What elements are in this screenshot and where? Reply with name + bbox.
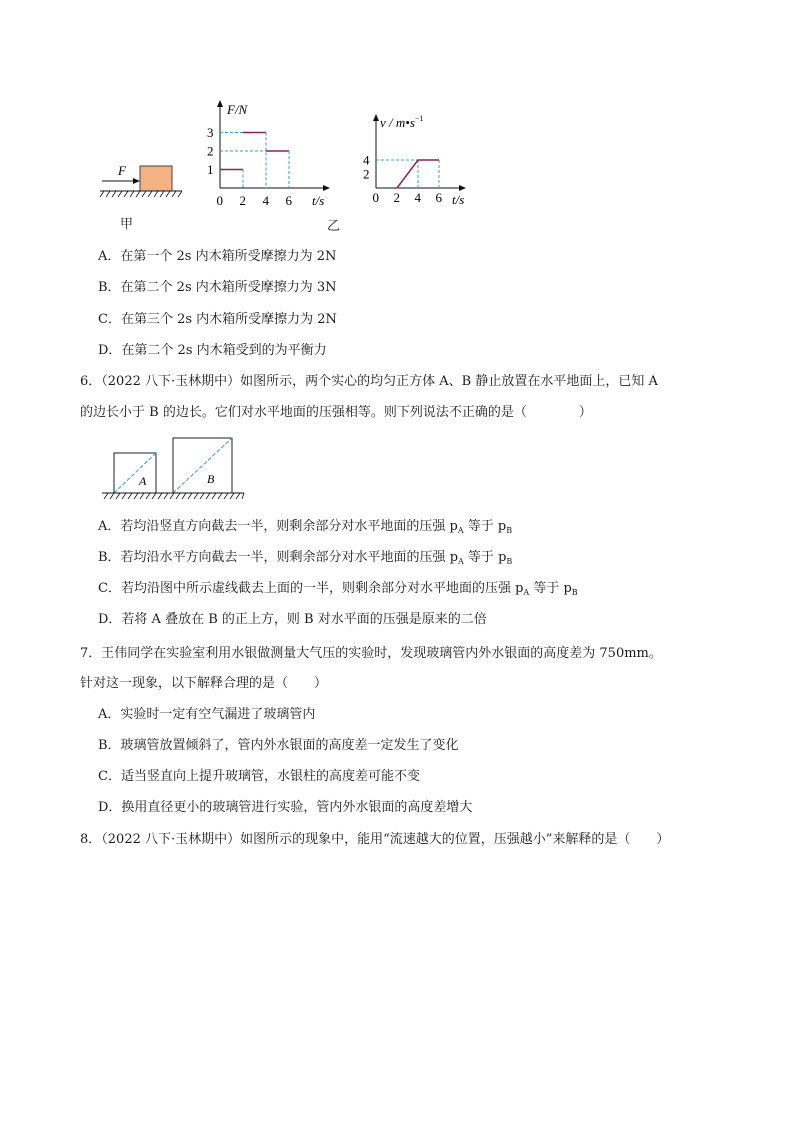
wooden-box xyxy=(140,166,172,191)
q7-option-a: A．实验时一定有空气漏进了玻璃管内 xyxy=(98,707,316,722)
force-time-graph xyxy=(200,96,340,212)
vt-x-axis-label: t/s xyxy=(452,192,465,207)
ft-x-arrow xyxy=(323,185,330,191)
q7-stem-line2: 针对这一现象，以下解释合理的是（ ） xyxy=(80,676,328,691)
vt-x-arrow xyxy=(459,185,466,191)
q8-stem-line1: 8．（2022 八下·玉林期中）如图所示的现象中，能用“流速越大的位置，压强越小”来解释的是（ ） xyxy=(80,832,670,847)
figure-cubes xyxy=(100,408,250,506)
velocity-time-graph xyxy=(360,108,480,208)
ft-x-tick-4: 4 xyxy=(262,193,269,208)
ft-y-axis-label: F/N xyxy=(227,102,248,117)
q6-option-b: B．若均沿水平方向截去一半，则剩余部分对水平地面的压强 $p_A$ 等于 $p_B$ xyxy=(98,550,513,566)
vt-x-tick-0: 0 xyxy=(372,190,379,205)
force-label: F xyxy=(118,163,126,178)
q6-option-c: C．若均沿图中所示虚线截去上面的一半，则剩余部分对水平地面的压强 $p_A$ 等于 $p_B$ xyxy=(98,581,578,597)
q6-option-a: A．若均沿竖直方向截去一半，则剩余部分对水平地面的压强 $p_A$ 等于 $p_B$ xyxy=(98,519,513,535)
q6-stem-line2: 的边长小于 B 的边长。它们对水平地面的压强相等。则下列说法不正确的是（ ） xyxy=(80,405,592,420)
ground-hatch xyxy=(100,191,182,197)
q7-option-c: C．适当竖直向上提升玻璃管，水银柱的高度差可能不变 xyxy=(98,769,420,784)
ft-x-tick-6: 6 xyxy=(285,193,292,208)
cube-a-label: A xyxy=(139,474,147,488)
q6-stem-line1: 6．（2022 八下·玉林期中）如图所示，两个实心的均匀正方体 A、B 静止放置在水平地面上，已知 A xyxy=(80,374,658,389)
q7-option-d: D．换用直径更小的玻璃管进行实验，管内外水银面的高度差增大 xyxy=(98,800,473,815)
vt-y-arrow xyxy=(373,114,379,121)
ft-y-tick-1: 1 xyxy=(207,162,214,177)
ft-y-tick-2: 2 xyxy=(207,143,214,159)
q5-option-a: A．在第一个 2s 内木箱所受摩擦力为 2N xyxy=(98,249,337,264)
ft-x-axis-label: t/s xyxy=(312,193,325,208)
q7-stem-line1: 7．王伟同学在实验室利用水银做测量大气压的实验时，发现玻璃管内外水银面的高度差为 750mm。 xyxy=(80,646,662,661)
vt-y-tick-4: 4 xyxy=(363,152,370,168)
vt-x-tick-6: 6 xyxy=(435,190,442,205)
figure-jia-box xyxy=(98,158,184,200)
q5-option-b: B．在第二个 2s 内木箱所受摩擦力为 3N xyxy=(98,280,337,295)
q6-option-d: D．若将 A 叠放在 B 的正上方，则 B 对水平面的压强是原来的二倍 xyxy=(98,612,487,627)
q7-option-b: B．玻璃管放置倾斜了，管内外水银面的高度差一定发生了变化 xyxy=(98,738,459,753)
figure-yi-label: 乙 xyxy=(327,219,341,234)
vt-x-tick-4: 4 xyxy=(414,190,421,205)
q5-option-c: C．在第三个 2s 内木箱所受摩擦力为 2N xyxy=(98,312,337,327)
figure-jia-label: 甲 xyxy=(120,217,134,232)
q5-option-d: D．在第二个 2s 内木箱受到的为平衡力 xyxy=(98,343,327,358)
vt-x-tick-2: 2 xyxy=(393,190,400,205)
force-arrowhead xyxy=(133,178,140,184)
ft-x-tick-2: 2 xyxy=(239,193,246,208)
vt-series-line xyxy=(397,160,439,188)
cube-ground-hatch xyxy=(104,493,244,499)
ft-y-arrow xyxy=(217,100,223,107)
vt-y-axis-label: v / $m•s^{-1}$ xyxy=(380,114,424,130)
cube-b-label: B xyxy=(207,472,215,486)
ft-x-tick-0: 0 xyxy=(216,193,223,208)
vt-y-tick-2: 2 xyxy=(363,166,370,182)
ft-y-tick-3: 3 xyxy=(207,125,214,140)
